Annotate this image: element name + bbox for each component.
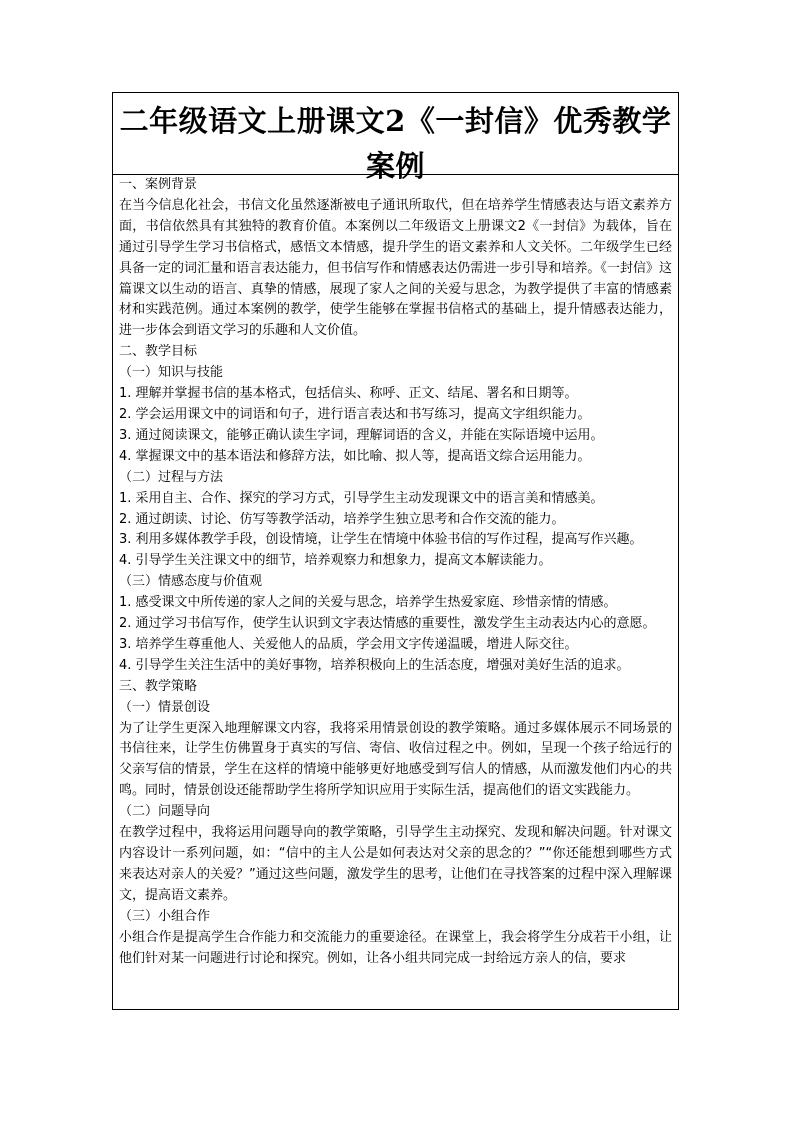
- section-heading: 三、教学策略: [119, 678, 198, 694]
- section-heading: 一、案例背景: [119, 177, 198, 192]
- section-heading: （一）情景创设: [119, 699, 211, 715]
- section-heading: （一）知识与技能: [119, 365, 224, 381]
- list-item: 2. 通过学习书信写作，使学生认识到文字表达情感的重要性，激发学生主动表达内心的意愿。: [119, 616, 656, 632]
- list-item: 4. 引导学生关注课文中的细节，培养观察力和想象力，提高文本解读能力。: [119, 553, 552, 569]
- list-item: 1. 采用自主、合作、探究的学习方式，引导学生主动发现课文中的语言美和情感美。: [119, 490, 604, 506]
- list-item: 3. 培养学生尊重他人、关爱他人的品质，学会用文字传递温暖，增进人际交往。: [119, 636, 578, 652]
- paragraph: 为了让学生更深入地理解课文内容，我将采用情景创设的教学策略。通过多媒体展示不同场景的书信往来，让学生仿佛置身于真实的写信、寄信、收信过程之中。例如，呈现一个孩子给远行的父亲写信的情景，学生在这样的情境中能够更好地感受到写信人的情感，从而激发他们内心的共鸣。同时，情景创设还能帮助学生将所学知识应用于实际生活，提高他们的语文实践能力。: [119, 720, 672, 799]
- section-heading: （三）小组合作: [119, 908, 211, 924]
- list-item: 3. 利用多媒体教学手段，创设情境，让学生在情境中体验书信的写作过程，提高写作兴趣。: [119, 532, 643, 548]
- section-heading: （二）问题导向: [119, 804, 211, 820]
- paragraph: 在教学过程中，我将运用问题导向的教学策略，引导学生主动探究、发现和解决问题。针对课文内容设计一系列问题，如：“信中的主人公是如何表达对父亲的思念的？”“你还能想到哪些方式来表达对亲人的关爱？”通过这些问题，激发学生的思考，让他们在寻找答案的过程中深入理解课文，提高语文素养。: [119, 825, 672, 903]
- list-item: 3. 通过阅读课文，能够正确认读生字词，理解词语的含义，并能在实际语境中运用。: [119, 427, 604, 443]
- document-body: [113, 174, 678, 1009]
- list-item: 1. 感受课文中所传递的家人之间的关爱与思念，培养学生热爱家庭、珍惜亲情的情感。: [119, 595, 617, 611]
- list-item: 2. 通过朗读、讨论、仿写等教学活动，培养学生独立思考和合作交流的能力。: [119, 511, 565, 527]
- list-item: 4. 引导学生关注生活中的美好事物，培养积极向上的生活态度，增强对美好生活的追求。: [119, 657, 630, 673]
- paragraph: 在当今信息化社会，书信文化虽然逐渐被电子通讯所取代，但在培养学生情感表达与语文素养方面，书信依然具有其独特的教育价值。本案例以二年级语文上册课文2《一封信》为载体，旨在通过引导学生学习书信格式，感悟文本情感，提升学生的语文素养和人文关怀。二年级学生已经具备一定的词汇量和语言表达能力，但书信写作和情感表达仍需进一步引导和培养。《一封信》这篇课文以生动的语言、真挚的情感，展现了家人之间的关爱与思念，为教学提供了丰富的情感素材和实践范例。通过本案例的教学，使学生能够在掌握书信格式的基础上，提升情感表达能力，进一步体会到语文学习的乐趣和人文价值。: [119, 197, 672, 339]
- section-heading: （三）情感态度与价值观: [119, 574, 263, 590]
- list-item: 2. 学会运用课文中的词语和句子，进行语言表达和书写练习，提高文字组织能力。: [119, 406, 591, 422]
- section-heading: 二、教学目标: [119, 344, 198, 360]
- paragraph: 小组合作是提高学生合作能力和交流能力的重要途径。在课堂上，我会将学生分成若干小组，让他们针对某一问题进行讨论和探究。例如，让各小组共同完成一封给远方亲人的信，要求: [119, 929, 672, 966]
- document-title: 二年级语文上册课文2《一封信》优秀教学案例: [119, 104, 672, 183]
- list-item: 1. 理解并掌握书信的基本格式，包括信头、称呼、正文、结尾、署名和日期等。: [119, 386, 578, 402]
- section-heading: （二）过程与方法: [119, 469, 224, 485]
- document-frame: [112, 92, 679, 1010]
- list-item: 4. 掌握课文中的基本语法和修辞方法，如比喻、拟人等，提高语文综合运用能力。: [119, 448, 591, 464]
